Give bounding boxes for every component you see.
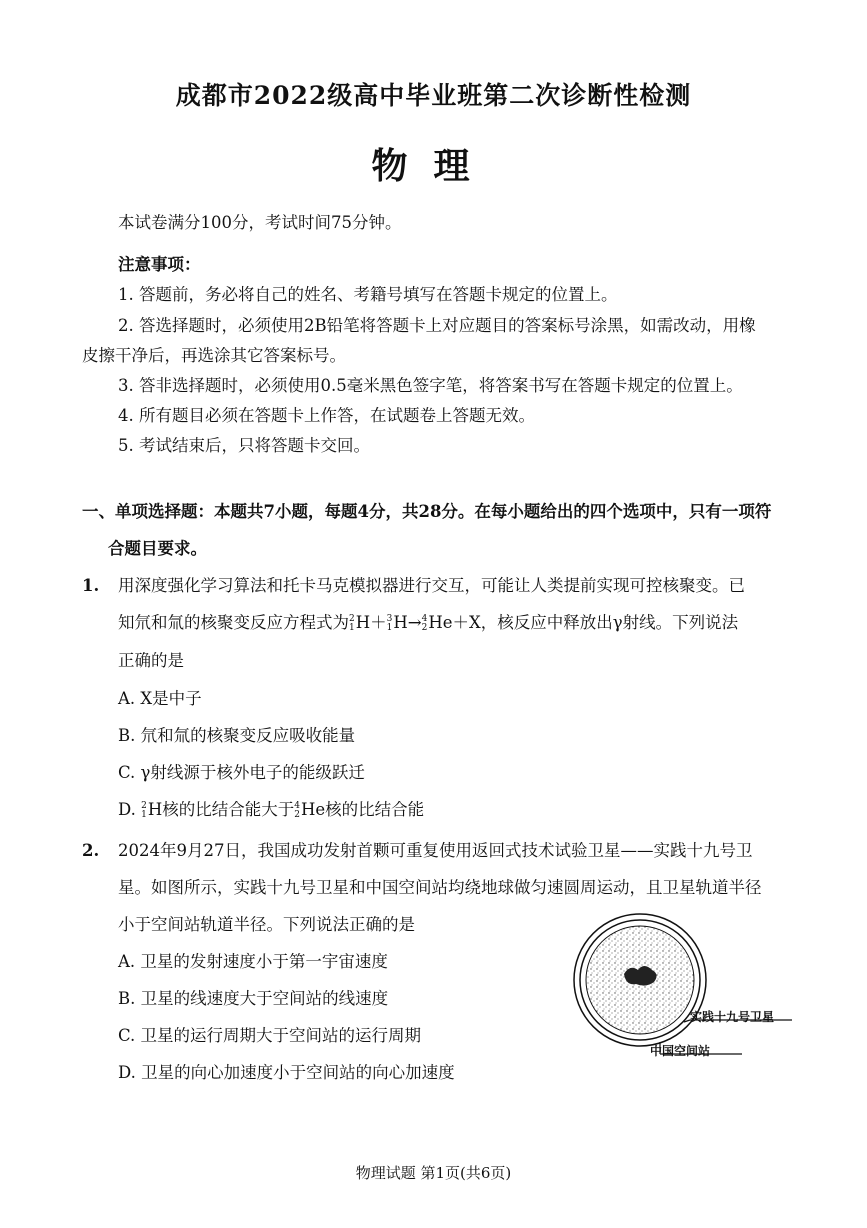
option-b: B. 氘和氚的核聚变反应吸收能量: [118, 726, 356, 745]
exam-intro: 本试卷满分100分，考试时间75分钟。: [118, 213, 402, 232]
option-a: A. 卫星的发射速度小于第一宇宙速度: [118, 952, 388, 971]
station-label: 中国空间站: [650, 1044, 711, 1058]
option-c: C. γ射线源于核外电子的能级跃迁: [118, 763, 365, 782]
question-text: 2024年9月27日，我国成功发射首颗可重复使用返回式技术试验卫星——实践十九号卫: [118, 841, 753, 860]
question-text: 小于空间站轨道半径。下列说法正确的是: [118, 915, 415, 934]
section-heading-cont: 合题目要求。: [108, 539, 207, 558]
exam-title: 成都市2022级高中毕业班第二次诊断性检测: [175, 81, 692, 110]
notice-item: 2. 答选择题时，必须使用2B铅笔将答题卡上对应题目的答案标号涂黑，如需改动，用橡: [118, 316, 756, 335]
question-text: 用深度强化学习算法和托卡马克模拟器进行交互，可能让人类提前实现可控核聚变。已: [118, 576, 745, 595]
question-number: 2.: [82, 841, 100, 860]
question-text-equation: 知氘和氚的核聚变反应方程式为 2 1 H＋ 3 1 H→ 4 2 He＋X，核反应中释放出γ射线。下列说法: [118, 613, 739, 633]
subject-title: 物理: [371, 145, 496, 187]
nuclide-h2: 2 1: [141, 800, 147, 820]
notice-item: 3. 答非选择题时，必须使用0.5毫米黑色签字笔，将答案书写在答题卡规定的位置上。: [118, 376, 743, 395]
question-number: 1.: [82, 576, 100, 595]
nuclide-h2: 2 1: [349, 613, 355, 633]
question-text: 星。如图所示，实践十九号卫星和中国空间站均绕地球做匀速圆周运动，且卫星轨道半径: [118, 878, 762, 897]
option-c: C. 卫星的运行周期大于空间站的运行周期: [118, 1026, 422, 1045]
notice-item: 4. 所有题目必须在答题卡上作答，在试题卷上答题无效。: [118, 406, 535, 425]
option-b: B. 卫星的线速度大于空间站的线速度: [118, 989, 389, 1008]
nuclide-he4: 4 2: [421, 613, 428, 633]
page-footer: 物理试题 第1页(共6页): [355, 1164, 512, 1182]
notice-item: 1. 答题前，务必将自己的姓名、考籍号填写在答题卡规定的位置上。: [118, 285, 618, 304]
option-a: A. X是中子: [118, 689, 202, 708]
notice-heading: 注意事项：: [118, 255, 201, 274]
question-text: 正确的是: [118, 651, 184, 670]
notice-item: 皮擦干净后，再选涂其它答案标号。: [82, 346, 346, 365]
orbit-figure: [572, 908, 802, 1070]
section-heading: 一、单项选择题：本题共7小题，每题4分，共28分。在每小题给出的四个选项中，只有一项符: [82, 502, 772, 521]
option-d: D. 卫星的向心加速度小于空间站的向心加速度: [118, 1063, 455, 1082]
nuclide-h3: 3 1: [386, 613, 393, 633]
satellite-label: 实践十九号卫星: [690, 1010, 775, 1024]
nuclide-he4: 4 2: [294, 800, 300, 820]
notice-item: 5. 考试结束后，只将答题卡交回。: [118, 436, 370, 455]
option-d: D. 2 1 H核的比结合能大于 4 2 He核的比结合能: [118, 800, 425, 820]
